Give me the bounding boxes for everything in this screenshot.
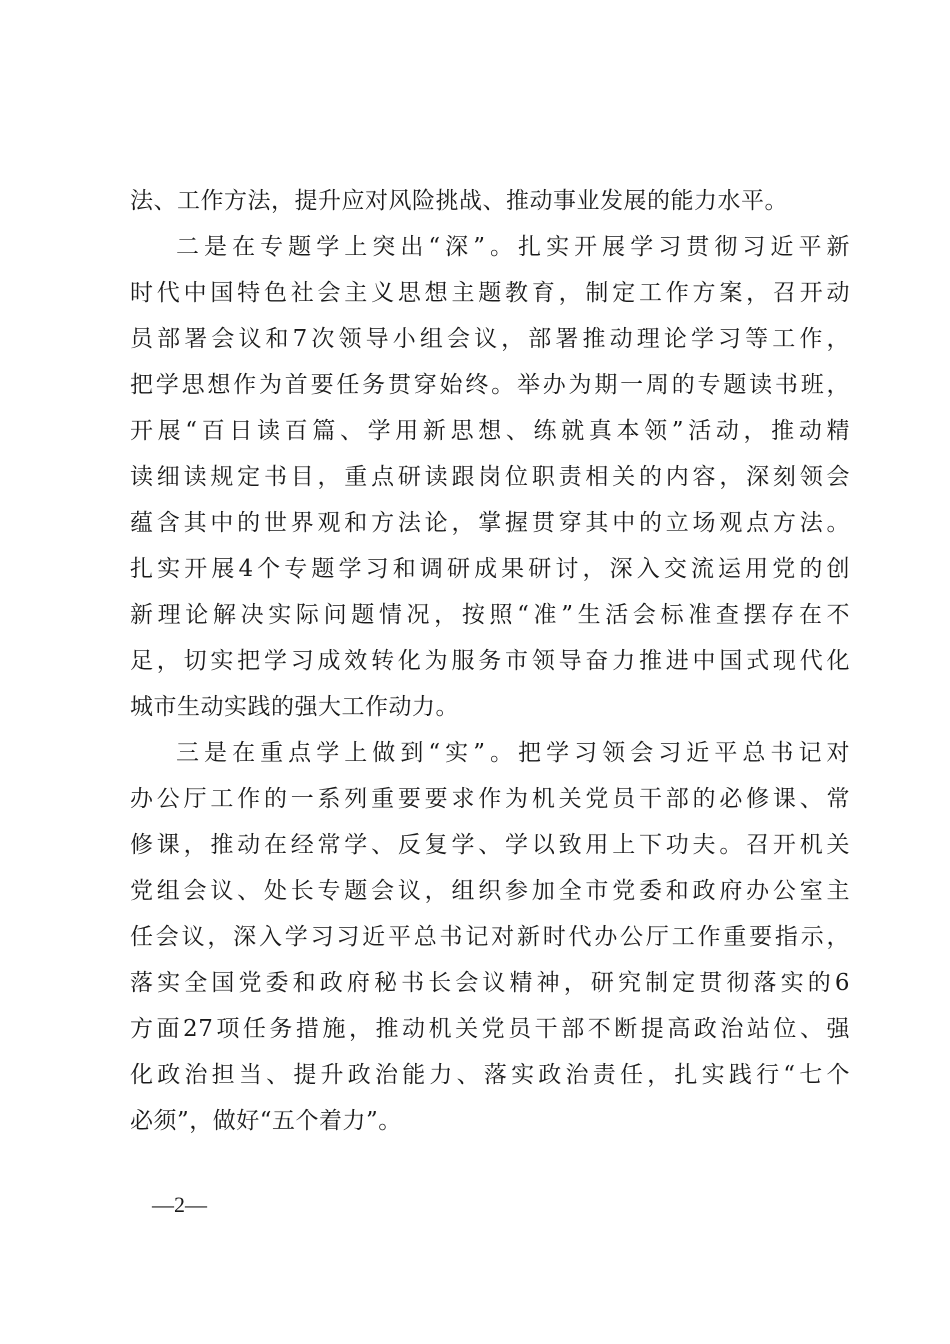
- text-line: 蕴含其中的世界观和方法论，掌握贯穿其中的立场观点方法。: [130, 510, 850, 536]
- text-line: 法、工作方法，提升应对风险挑战、推动事业发展的能力水平。: [130, 188, 788, 214]
- text-line: 方面27项任务措施，推动机关党员干部不断提高政治站位、强: [130, 1016, 850, 1042]
- text-line: 读细读规定书目，重点研读跟岗位职责相关的内容，深刻领会: [130, 464, 850, 490]
- text-line: 足，切实把学习成效转化为服务市领导奋力推进中国式现代化: [130, 648, 850, 674]
- text-line: 城市生动实践的强大工作动力。: [130, 694, 459, 720]
- text-line: 办公厅工作的一系列重要要求作为机关党员干部的必修课、常: [130, 786, 850, 812]
- text-line: 把学思想作为首要任务贯穿始终。举办为期一周的专题读书班，: [130, 372, 850, 398]
- text-line: 必须”，做好“五个着力”。: [130, 1108, 402, 1134]
- text-line: 新理论解决实际问题情况，按照“准”生活会标准查摆存在不: [130, 602, 850, 628]
- text-line: 时代中国特色社会主义思想主题教育，制定工作方案，召开动: [130, 280, 850, 306]
- page-number: —2—: [152, 1192, 207, 1217]
- paragraph-first-line: 二是在专题学上突出“深”。扎实开展学习贯彻习近平新: [176, 234, 850, 260]
- text-line: 修课，推动在经常学、反复学、学以致用上下功夫。召开机关: [130, 832, 850, 858]
- text-line: 落实全国党委和政府秘书长会议精神，研究制定贯彻落实的6: [130, 970, 850, 996]
- text-line: 党组会议、处长专题会议，组织参加全市党委和政府办公室主: [130, 878, 850, 904]
- text-line: 任会议，深入学习习近平总书记对新时代办公厅工作重要指示，: [130, 924, 850, 950]
- text-line: 化政治担当、提升政治能力、落实政治责任，扎实践行“七个: [130, 1062, 850, 1088]
- text-line: 员部署会议和7次领导小组会议，部署推动理论学习等工作，: [130, 326, 850, 352]
- text-line: 扎实开展4个专题学习和调研成果研讨，深入交流运用党的创: [130, 556, 850, 582]
- text-line: 开展“百日读百篇、学用新思想、练就真本领”活动，推动精: [130, 418, 850, 444]
- paragraph-first-line: 三是在重点学上做到“实”。把学习领会习近平总书记对: [176, 740, 850, 766]
